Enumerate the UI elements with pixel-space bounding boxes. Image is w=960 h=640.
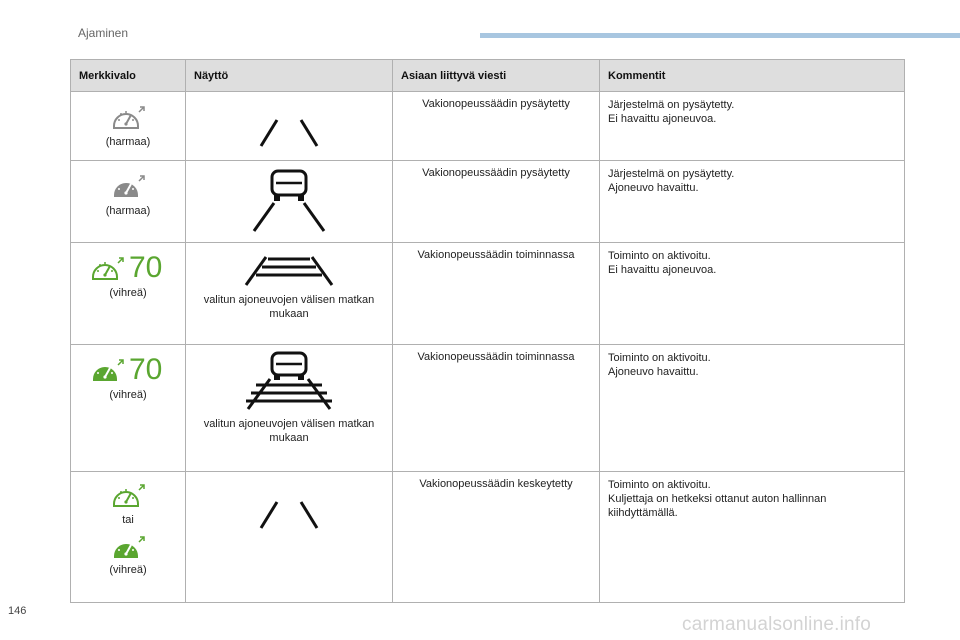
display-caption: valitun ajoneuvojen välisen matkan mukaan bbox=[203, 294, 375, 320]
comment-line: Toiminto on aktivoitu. bbox=[608, 479, 711, 491]
lamp-cell bbox=[71, 243, 186, 345]
column-header-display: Näyttö bbox=[186, 60, 393, 92]
cruise-control-filled-icon bbox=[110, 532, 146, 562]
comment-line: kiihdyttämällä. bbox=[608, 507, 678, 519]
column-header-comments: Kommentit bbox=[600, 60, 905, 92]
cruise-control-outline-icon bbox=[110, 102, 146, 132]
comment-cell bbox=[600, 161, 905, 243]
lamp-color-label: (vihreä) bbox=[109, 287, 147, 299]
comment-cell bbox=[600, 92, 905, 161]
comment-line: Ajoneuvo havaittu. bbox=[608, 182, 699, 194]
message-cell: Vakionopeussäädin toiminnassa bbox=[393, 243, 600, 345]
message-cell: Vakionopeussäädin pysäytetty bbox=[393, 92, 600, 161]
comment-line: Järjestelmä on pysäytetty. bbox=[608, 99, 735, 111]
lane-lines-icon bbox=[239, 98, 339, 158]
display-cell bbox=[186, 92, 393, 161]
lamp-color-label: (harmaa) bbox=[105, 205, 151, 217]
header-bar bbox=[480, 33, 960, 38]
comment-cell bbox=[600, 345, 905, 472]
comment-line: Toiminto on aktivoitu. bbox=[608, 250, 711, 262]
lamp-color-label: (vihreä) bbox=[109, 389, 147, 401]
distance-bars-with-vehicle-icon bbox=[234, 351, 344, 413]
table-row bbox=[71, 161, 905, 243]
watermark: carmanualsonline.info bbox=[682, 614, 872, 635]
or-label: tai bbox=[122, 514, 134, 526]
comment-line: Ei havaittu ajoneuvoa. bbox=[608, 264, 717, 276]
comment-line: Toiminto on aktivoitu. bbox=[608, 352, 711, 364]
lamp-color-label: (vihreä) bbox=[109, 564, 147, 576]
lamp-cell bbox=[71, 345, 186, 472]
message-cell: Vakionopeussäädin keskeytetty bbox=[393, 472, 600, 603]
table-row bbox=[71, 472, 905, 603]
page-number: 146 bbox=[8, 605, 27, 617]
set-speed-value: 70 bbox=[129, 353, 163, 386]
comment-cell bbox=[600, 243, 905, 345]
comment-line: Järjestelmä on pysäytetty. bbox=[608, 168, 735, 180]
display-caption: valitun ajoneuvojen välisen matkan mukaan bbox=[203, 418, 375, 444]
message-cell: Vakionopeussäädin pysäytetty bbox=[393, 161, 600, 243]
lamp-cell bbox=[71, 472, 186, 603]
lane-lines-with-vehicle-icon bbox=[234, 169, 344, 239]
set-speed-value: 70 bbox=[129, 251, 163, 284]
lamp-cell bbox=[71, 161, 186, 243]
cruise-control-filled-icon bbox=[110, 171, 146, 201]
display-cell bbox=[186, 472, 393, 603]
section-title: Ajaminen bbox=[78, 26, 129, 40]
display-cell bbox=[186, 345, 393, 472]
display-cell bbox=[186, 243, 393, 345]
message-cell: Vakionopeussäädin toiminnassa bbox=[393, 345, 600, 472]
lamp-color-label: (harmaa) bbox=[105, 136, 151, 148]
comment-cell bbox=[600, 472, 905, 603]
comment-line: Ei havaittu ajoneuvoa. bbox=[608, 113, 717, 125]
display-cell bbox=[186, 161, 393, 243]
table-row bbox=[71, 92, 905, 161]
column-header-message: Asiaan liittyvä viesti bbox=[393, 60, 600, 92]
distance-bars-icon bbox=[234, 253, 344, 293]
comment-line: Ajoneuvo havaittu. bbox=[608, 366, 699, 378]
cruise-control-filled-icon bbox=[89, 355, 125, 385]
lamp-cell bbox=[71, 92, 186, 161]
table-header-row bbox=[71, 60, 905, 92]
column-header-lamp: Merkkivalo bbox=[71, 60, 186, 92]
lane-lines-icon bbox=[239, 480, 339, 540]
comment-line: Kuljettaja on hetkeksi ottanut auton hallinnan bbox=[608, 493, 827, 505]
cruise-control-outline-icon bbox=[110, 480, 146, 510]
signal-table bbox=[70, 59, 905, 603]
cruise-control-outline-icon bbox=[89, 253, 125, 283]
table-row bbox=[71, 345, 905, 472]
table-row bbox=[71, 243, 905, 345]
